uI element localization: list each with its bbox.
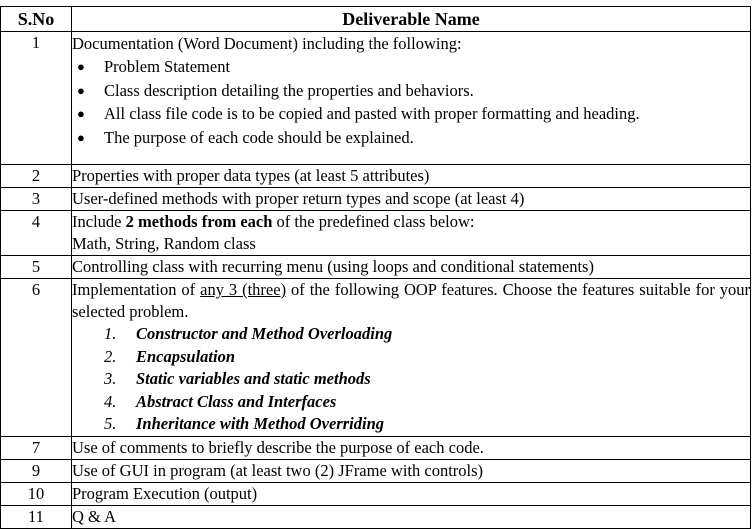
table-row <box>1 279 751 437</box>
row-sno: 11 <box>1 505 72 528</box>
list-item-text: Static variables and static methods <box>136 369 371 388</box>
list-item <box>72 102 750 126</box>
list-item <box>72 55 750 79</box>
list-item <box>72 346 750 369</box>
row-intro-text: Documentation (Word Document) including the following: <box>72 34 462 53</box>
table-row <box>1 256 751 279</box>
list-item-text: The purpose of each code should be explained. <box>104 127 414 147</box>
feature-list <box>72 323 750 436</box>
table-row <box>1 436 751 459</box>
row-sno: 6 <box>1 279 72 437</box>
row-deliverable: Use of comments to briefly describe the purpose of each code. <box>72 436 751 459</box>
table-row <box>1 211 751 256</box>
row-sno: 3 <box>1 188 72 211</box>
row-deliverable <box>72 279 751 437</box>
row-sno: 9 <box>1 459 72 482</box>
row-line-1 <box>72 211 750 233</box>
header-row <box>1 7 751 32</box>
bullet-icon: ● <box>77 129 85 145</box>
bullet-list <box>72 55 750 149</box>
emphasis-text: 2 methods from each <box>125 212 273 231</box>
row-sno: 10 <box>1 482 72 505</box>
list-item-text: Inheritance with Method Overriding <box>136 414 384 433</box>
table-row <box>1 188 751 211</box>
row-deliverable <box>72 211 751 256</box>
text-pre: Implementation of <box>72 280 201 299</box>
row-sno: 5 <box>1 256 72 279</box>
list-item-text: Problem Statement <box>104 57 231 76</box>
row-sno: 1 <box>1 32 72 165</box>
row-deliverable: Program Execution (output) <box>72 482 751 505</box>
bullet-icon: ● <box>77 59 85 74</box>
row-sno: 7 <box>1 436 72 459</box>
table-row <box>1 459 751 482</box>
bullet-icon: ● <box>77 106 85 121</box>
row-deliverable: Q & A <box>72 505 751 528</box>
row-deliverable <box>72 32 751 165</box>
table-row <box>1 482 751 505</box>
row-intro-text <box>72 279 750 323</box>
list-number: 2. <box>104 346 117 366</box>
list-item <box>72 126 750 150</box>
row-deliverable: Use of GUI in program (at least two (2) JFrame with controls) <box>72 459 751 482</box>
list-number: 3. <box>104 369 117 388</box>
list-item <box>72 391 750 414</box>
list-number: 4. <box>104 391 117 411</box>
list-item-text: Class description detailing the properties and behaviors. <box>104 80 474 100</box>
row-line-2: Math, String, Random class <box>72 234 256 253</box>
list-number: 1. <box>104 324 117 343</box>
row-deliverable: Controlling class with recurring menu (using loops and conditional statements) <box>72 256 751 279</box>
list-item-text: All class file code is to be copied and pasted with proper formatting and heading. <box>104 104 640 123</box>
row-sno: 4 <box>1 211 72 256</box>
row-deliverable: Properties with proper data types (at least 5 attributes) <box>72 165 751 188</box>
list-item <box>72 413 750 436</box>
bullet-icon: ● <box>77 82 85 98</box>
list-item <box>72 323 750 346</box>
list-number: 5. <box>104 414 117 433</box>
list-item <box>72 368 750 391</box>
underlined-text: any 3 (three) <box>200 280 287 299</box>
row-deliverable: User-defined methods with proper return types and scope (at least 4) <box>72 188 751 211</box>
table-row <box>1 165 751 188</box>
text-post: of the predefined class below: <box>272 212 475 231</box>
list-item <box>72 79 750 103</box>
deliverables-table <box>0 6 751 529</box>
list-item-text: Constructor and Method Overloading <box>136 324 393 343</box>
header-sno: S.No <box>1 7 72 32</box>
row-sno: 2 <box>1 165 72 188</box>
table-row <box>1 505 751 528</box>
text-pre: Include <box>72 212 126 231</box>
header-deliverable-name: Deliverable Name <box>72 7 751 32</box>
list-item-text: Abstract Class and Interfaces <box>136 391 337 411</box>
text-post: of the following OOP features. Choose the features suitable for your selected problem. <box>72 280 751 321</box>
table-row <box>1 32 751 165</box>
list-item-text: Encapsulation <box>136 346 236 366</box>
